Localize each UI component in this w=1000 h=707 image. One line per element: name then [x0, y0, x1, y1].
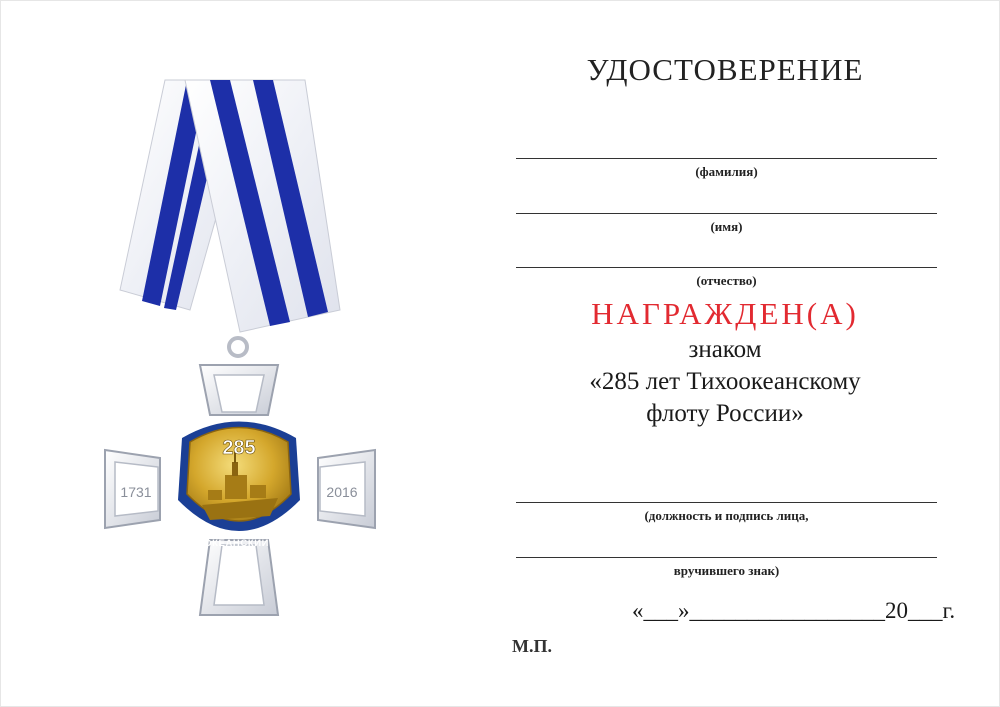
medal-year-right: 2016: [326, 484, 358, 500]
medal-ring: [229, 338, 247, 356]
awarded-heading: НАГРАЖДЕН(А): [591, 296, 859, 331]
patronymic-caption: (отчество): [696, 273, 757, 288]
medal-year-left: 1731: [120, 484, 152, 500]
patronymic-line: [516, 267, 937, 268]
date-line: «___»_________________20___г.: [632, 598, 956, 623]
name-caption: (имя): [710, 219, 743, 234]
document-title: УДОСТОВЕРЕНИЕ: [586, 52, 864, 87]
signer-caption-1: (должность и подпись лица,: [644, 508, 809, 523]
medal-inscription: ТИХООКЕАНСКИЙ ФЛОТ: [175, 538, 303, 549]
medal-ribbon: [120, 80, 340, 332]
medal-number: 285: [222, 437, 256, 459]
seal-placeholder: М.П.: [512, 636, 552, 656]
award-line-2: «285 лет Тихоокеанскому: [589, 368, 861, 395]
medal-illustration: [90, 70, 390, 635]
signer-line-2: [516, 557, 937, 558]
award-line-1: знаком: [688, 336, 762, 363]
award-line-3: флоту России»: [646, 400, 804, 427]
surname-line: [516, 158, 937, 159]
signer-line: [516, 502, 937, 503]
name-line: [516, 213, 937, 214]
signer-caption-2: вручившего знак): [673, 563, 780, 578]
surname-caption: (фамилия): [695, 164, 758, 179]
